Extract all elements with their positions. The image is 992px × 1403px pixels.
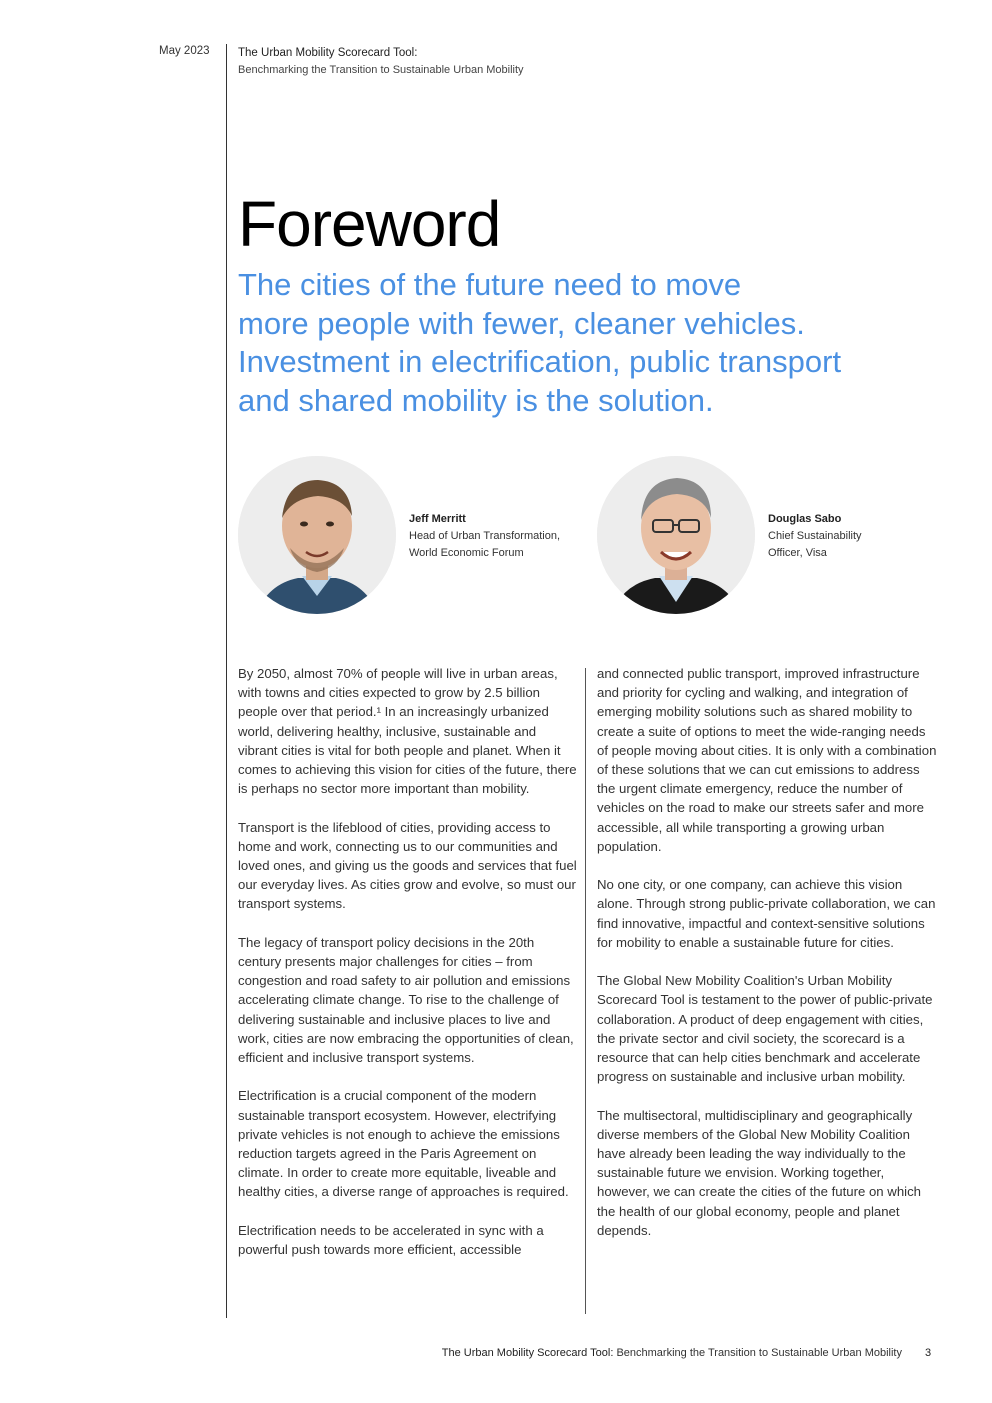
vertical-divider	[226, 44, 227, 1318]
lead-line: more people with fewer, cleaner vehicles.	[238, 305, 805, 341]
avatar-douglas-sabo	[597, 456, 755, 614]
header-title-line1: The Urban Mobility Scorecard Tool:	[238, 47, 418, 59]
body-paragraph: No one city, or one company, can achieve this vision alone. Through strong public-private collaboration, we can find innovative, impactful and context-sensitive solutions for mobility to enable a sustainable future for cities.	[597, 877, 936, 950]
body-column-left	[238, 664, 578, 1278]
person-name: Douglas Sabo	[768, 513, 842, 525]
body-paragraph: The Global New Mobility Coalition's Urban Mobility Scorecard Tool is testament to the power of public-private collaboration. A product of deep engagement with cities, the private sector and civil society, the scorecard is a resource that can help cities benchmark and accelerate progress on sustainable and inclusive urban mobility.	[597, 973, 933, 1085]
lead-line: and shared mobility is the solution.	[238, 382, 714, 418]
body-paragraph: Transport is the lifeblood of cities, providing access to home and work, connecting us to our communities and loved ones, and giving us the goods and services that fuel our everyday lives. As cities grow and evolve, so must our transport systems.	[238, 819, 577, 912]
body-paragraph: The multisectoral, multidisciplinary and geographically diverse members of the Global New Mobility Coalition have already been leading the way individually to the sustainable future we envision. Working together, however, we can create the cities of the future on which the health of our global economy, people and planet depends.	[597, 1107, 922, 1238]
footer-title-rest: Benchmarking the Transition to Sustainable Urban Mobility	[613, 1347, 902, 1359]
body-paragraph: and connected public transport, improved infrastructure and priority for cycling and walking, and integration of emerging mobility solutions such as shared mobility to create a suite of options to meet the wide-ranging needs of people moving about cities. It is only with a combination of these solutions that we can cut emissions to address the urgent climate emergency, reduce the number of vehicles on the road to make our streets safer and more accessible, all while transporting a growing urban population.	[597, 666, 937, 854]
portrait-photo	[238, 456, 396, 614]
person-name: Jeff Merritt	[409, 513, 466, 525]
person-role-line: World Economic Forum	[409, 547, 524, 559]
header-title-line2: Benchmarking the Transition to Sustainable Urban Mobility	[238, 64, 524, 76]
column-divider	[585, 668, 586, 1314]
lead-line: The cities of the future need to move	[238, 267, 742, 302]
person-role	[409, 528, 560, 562]
body-column-right	[597, 664, 937, 1259]
page-number: 3	[925, 1347, 932, 1359]
body-paragraph: The legacy of transport policy decisions in the 20th century presents major challenges for cities – from congestion and road safety to air pollution and emissions accelerating climate change. To rise to the challenge of delivering sustainable and inclusive places to live and work, cities are now embracing the opportunities of clean, efficient and inclusive transport systems.	[238, 934, 574, 1066]
footer-title-bold: The Urban Mobility Scorecard Tool:	[441, 1347, 614, 1359]
lead-line: Investment in electrification, public transport	[238, 344, 842, 379]
avatar-jeff-merritt	[238, 456, 396, 614]
header-title	[238, 45, 524, 79]
body-paragraph: By 2050, almost 70% of people will live in urban areas, with towns and cities expected to grow by 2.5 billion people over that period.¹ In an increasingly urbanized world, delivering healthy, inclusive, sustainable and vibrant cities is vital for both people and planet. When it comes to achieving this vision for cities of the future, there is perhaps no sector more important than mobility.	[238, 666, 577, 797]
lead-statement	[238, 266, 918, 420]
person-role	[768, 528, 862, 562]
person-role-line: Officer, Visa	[768, 547, 827, 559]
person-role-line: Chief Sustainability	[768, 530, 862, 542]
page-title: Foreword	[238, 188, 501, 260]
portrait-photo	[597, 456, 755, 614]
person-role-line: Head of Urban Transformation,	[409, 530, 561, 542]
footer-title	[442, 1347, 902, 1359]
header-date: May 2023	[159, 45, 210, 57]
body-paragraph: Electrification is a crucial component of the modern sustainable transport ecosystem. However, electrifying private vehicles is not enough to achieve the emissions reduction targets agreed in the Paris Agreement on climate. In order to create more equitable, liveable and healthy cities, a diverse range of approaches is required.	[238, 1088, 569, 1200]
body-paragraph: Electrification needs to be accelerated in sync with a powerful push towards more efficient, accessible	[238, 1222, 544, 1258]
